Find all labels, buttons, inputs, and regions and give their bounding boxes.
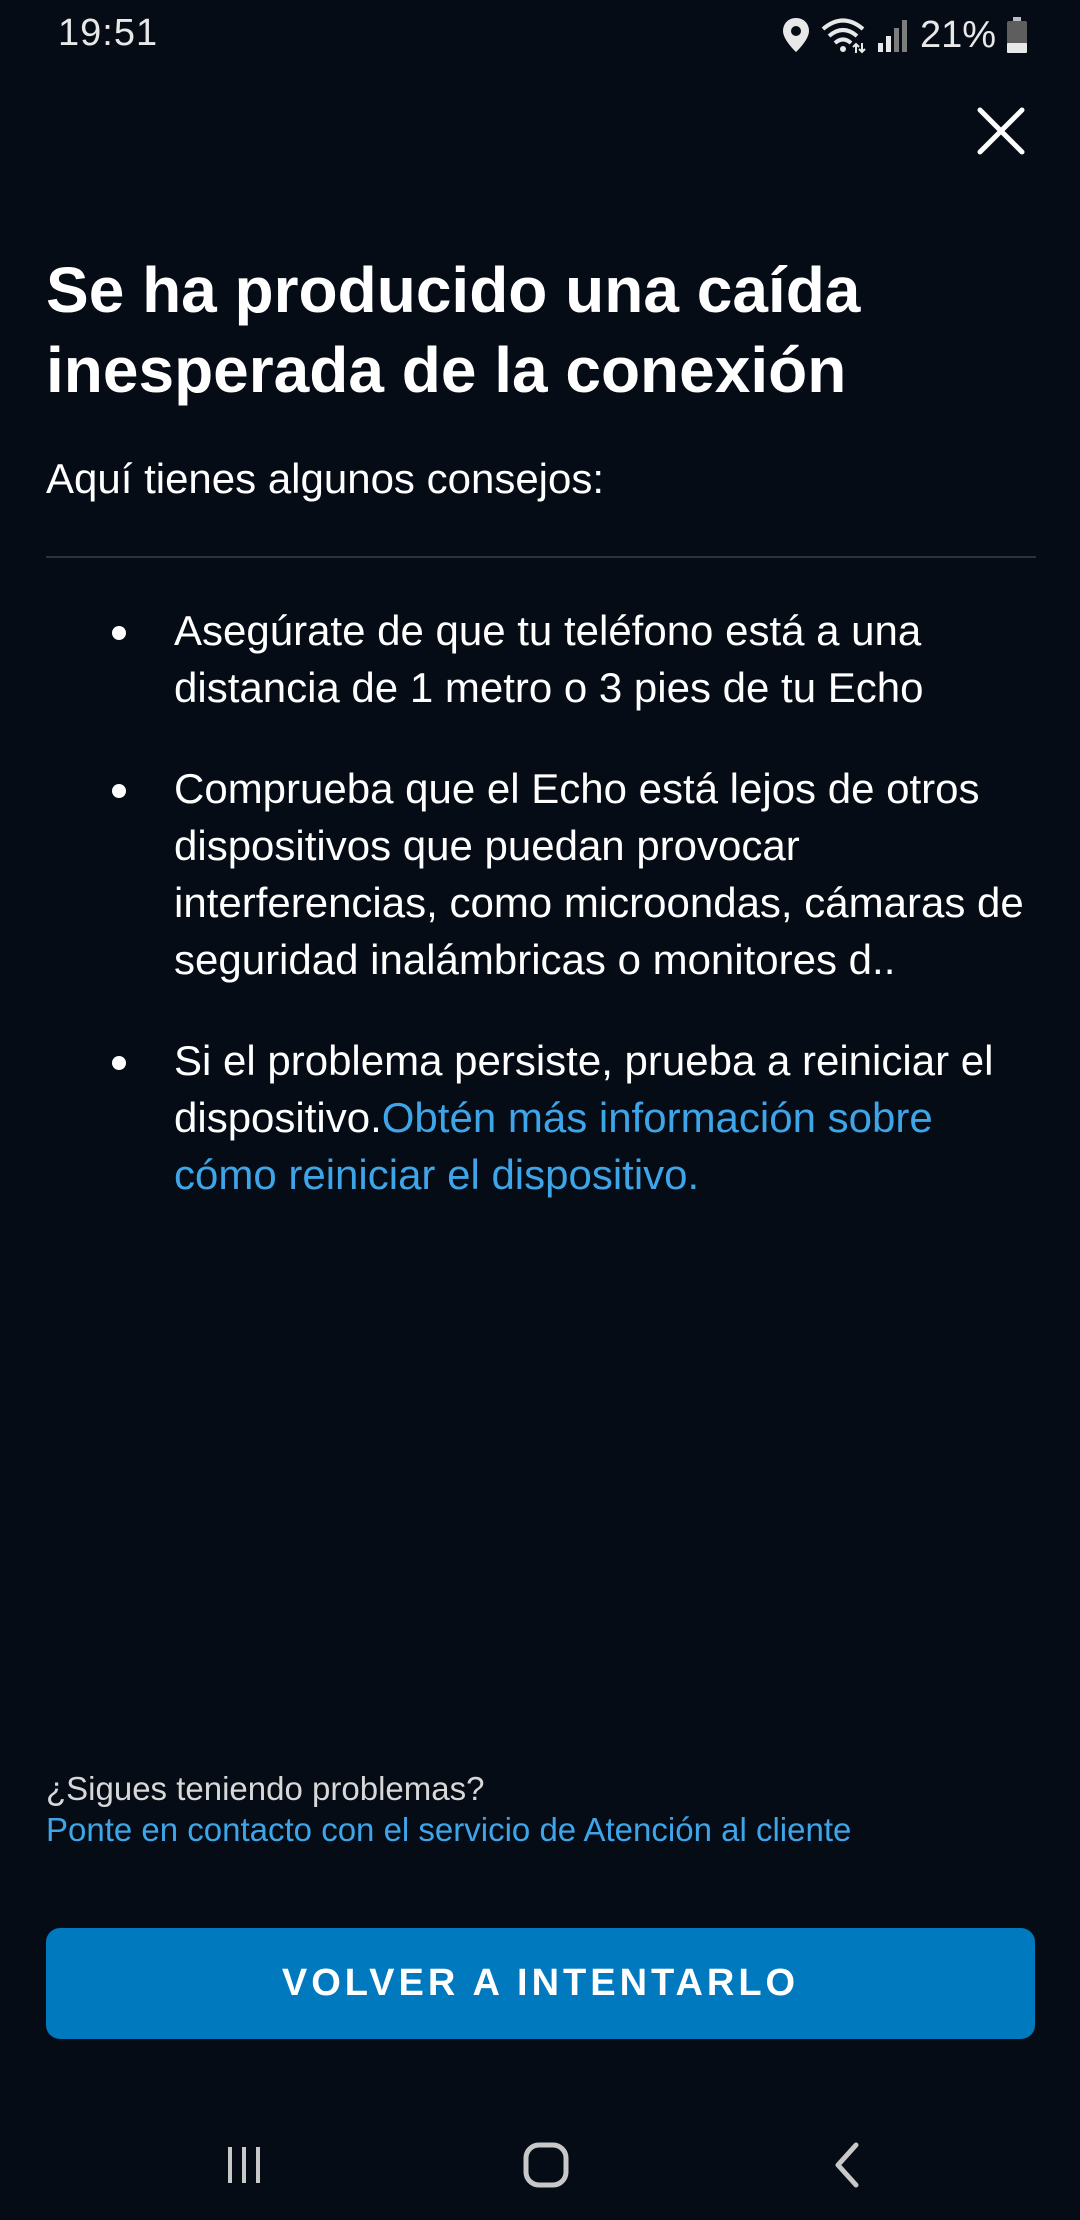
retry-button[interactable]: VOLVER A INTENTARLO xyxy=(46,1928,1035,2039)
tip-text: Comprueba que el Echo está lejos de otros dispositivos que puedan provocar interferencias, como microondas, cámaras de seguridad inalámbricas o monitores d.. xyxy=(174,765,1024,983)
tip-item-distance xyxy=(46,602,1036,716)
navigation-bar xyxy=(0,2110,1080,2220)
battery-icon xyxy=(1006,16,1028,54)
home-button[interactable] xyxy=(506,2130,586,2200)
tips-list xyxy=(46,602,1036,1247)
location-icon xyxy=(782,17,810,53)
home-icon xyxy=(522,2141,570,2189)
tip-item-restart xyxy=(46,1032,1036,1203)
recents-button[interactable] xyxy=(204,2130,284,2200)
battery-percentage: 21% xyxy=(919,13,996,56)
bullet-icon xyxy=(112,784,126,798)
status-icons xyxy=(782,12,1028,58)
close-button[interactable] xyxy=(970,100,1032,162)
wifi-icon xyxy=(820,16,866,54)
tip-text: Si el problema persiste, prueba a reiniciar el dispositivo. xyxy=(174,1037,994,1141)
divider xyxy=(46,556,1036,558)
restart-info-link[interactable]: Obtén más información sobre cómo reiniciar el dispositivo. xyxy=(174,1094,933,1198)
status-bar xyxy=(0,0,1080,70)
customer-service-link[interactable]: Ponte en contacto con el servicio de Atención al cliente xyxy=(46,1811,852,1848)
close-icon xyxy=(976,106,1026,156)
back-button[interactable] xyxy=(808,2130,888,2200)
recents-icon xyxy=(222,2143,266,2187)
help-question: ¿Sigues teniendo problemas? xyxy=(46,1770,485,1807)
status-time: 19:51 xyxy=(58,12,159,54)
tip-item-interference xyxy=(46,760,1036,988)
tip-text: Asegúrate de que tu teléfono está a una distancia de 1 metro o 3 pies de tu Echo xyxy=(174,607,924,711)
bullet-icon xyxy=(112,1056,126,1070)
signal-icon xyxy=(876,17,910,53)
page-title: Se ha producido una caída inesperada de la conexión xyxy=(46,254,861,406)
tips-subtitle: Aquí tienes algunos consejos: xyxy=(46,455,605,502)
back-icon xyxy=(828,2141,868,2189)
bullet-icon xyxy=(112,626,126,640)
